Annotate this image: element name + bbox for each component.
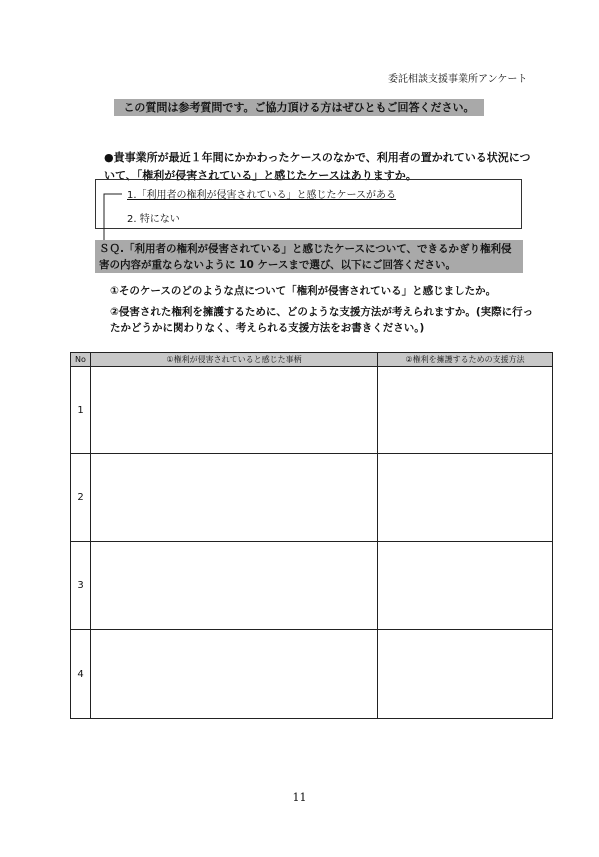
reference-question-banner: この質問は参考質問です。ご協力頂ける方はぜひともご回答ください。 — [114, 99, 484, 116]
option-1[interactable]: 1.「利用者の権利が侵害されている」と感じたケースがある — [127, 190, 397, 201]
header-support: ②権利を擁護するための支援方法 — [378, 353, 553, 367]
sub-question: ＳＱ.「利用者の権利が侵害されている」と感じたケースについて、できるかぎり権利侵害の内容が重ならないように 10 ケースまで選び、以下にご回答ください。 — [95, 240, 523, 273]
branch-arrow-icon — [0, 0, 599, 260]
violation-answer-cell[interactable] — [91, 542, 378, 630]
row-number: 4 — [71, 630, 91, 719]
header-violation: ①権利が侵害されていると感じた事柄 — [91, 353, 378, 367]
table-row — [71, 542, 553, 630]
sub-question-item-1: ①そのケースのどのような点について「権利が侵害されている」と感じましたか。 — [110, 285, 497, 297]
violation-answer-cell[interactable] — [91, 367, 378, 454]
page-number: 11 — [292, 791, 307, 804]
violation-answer-cell[interactable] — [91, 630, 378, 719]
support-answer-cell[interactable] — [378, 630, 553, 719]
table-row — [71, 367, 553, 454]
table-row — [71, 630, 553, 719]
row-number: 3 — [71, 542, 91, 630]
header-title: 委託相談支援事業所アンケート — [388, 74, 528, 85]
table-header-row — [71, 353, 553, 367]
support-answer-cell[interactable] — [378, 454, 553, 542]
row-number: 1 — [71, 367, 91, 454]
answer-table — [70, 352, 553, 719]
header-no: No — [71, 353, 91, 367]
table-row — [71, 454, 553, 542]
sub-question-item-2: ②侵害された権利を擁護するために、どのような支援方法が考えられますか。(実際に行ったかどうかに関わりなく、考えられる支援方法をお書きください。) — [110, 306, 534, 334]
row-number: 2 — [71, 454, 91, 542]
option-2[interactable]: 2. 特にない — [127, 214, 180, 225]
violation-answer-cell[interactable] — [91, 454, 378, 542]
main-question: ●貴事業所が最近１年間にかかわったケースのなかで、利用者の置かれている状況について、「権利が侵害されている」と感じたケースはありますか。 — [104, 151, 531, 182]
support-answer-cell[interactable] — [378, 542, 553, 630]
support-answer-cell[interactable] — [378, 367, 553, 454]
